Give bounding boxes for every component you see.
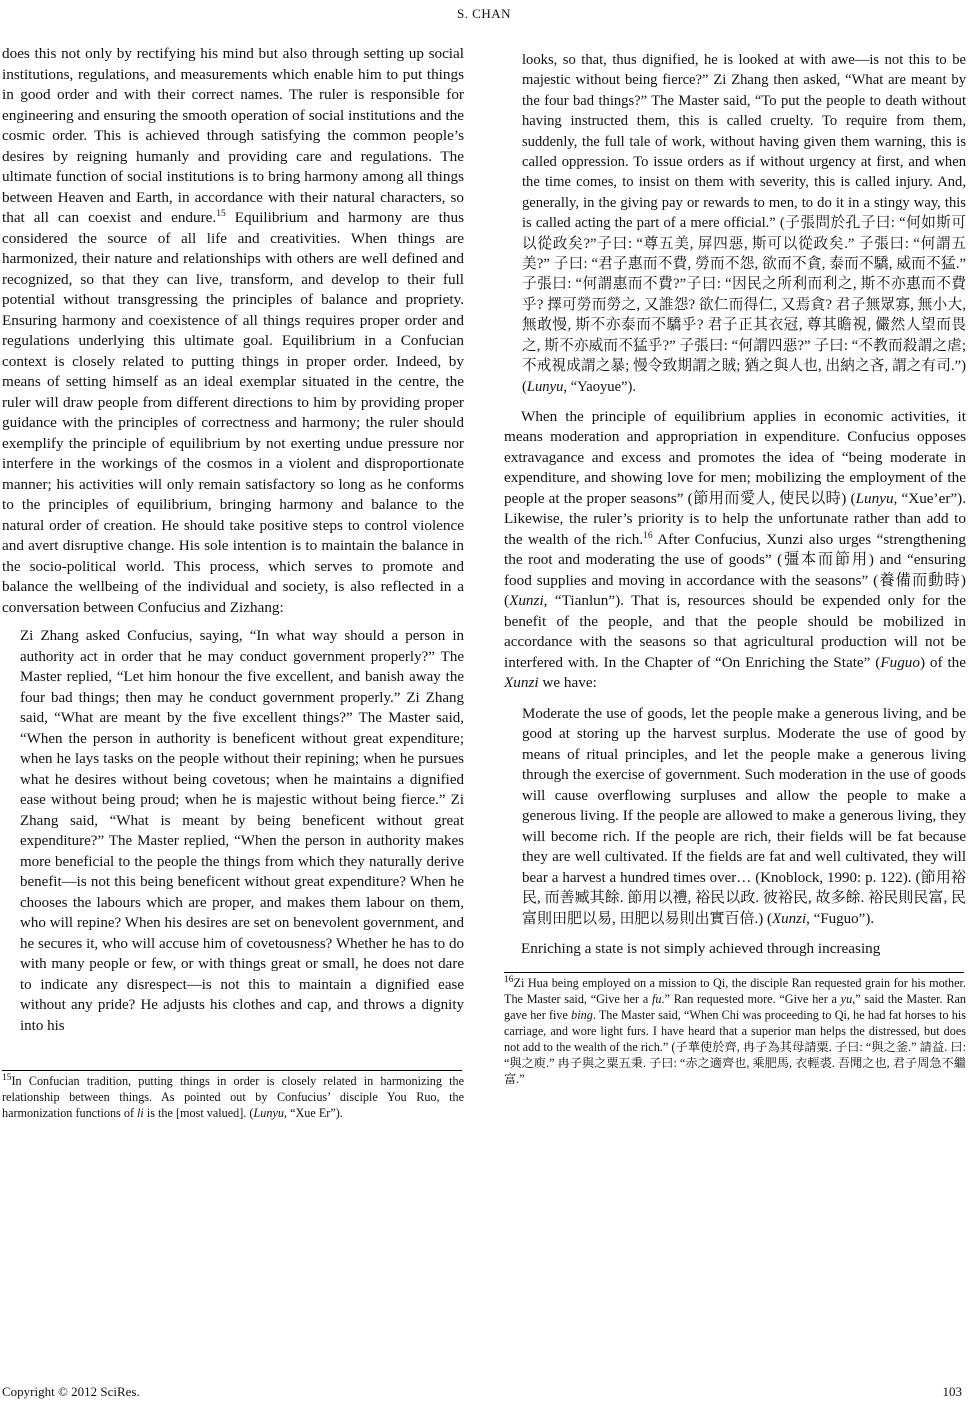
footnote-rule bbox=[504, 972, 964, 973]
copyright-footer: Copyright © 2012 SciRes. bbox=[2, 1384, 140, 1399]
footnote-15: $^{15}$In Confucian tradition, putting things in order is closely related in harmonizing the relationship between things. As pointed out by Confucius’ disciple You Ruo, the harmonization functions of li is the [most valued]. (Lunyu, “Xue Er”). bbox=[2, 1072, 464, 1120]
page-number: 103 bbox=[942, 1384, 962, 1399]
footnote-ref-15[interactable]: 15 bbox=[216, 208, 226, 219]
block-quote-2: Moderate the use of goods, let the people make a generous living, and be good at storing up the harvest surplus. Moderate the use of good by means of ritual principles, and let the people make a generous living through the exercise of government. Such moderation in the use of goods will cause overflowing surpluses and allow the people to make a generous living. If the people are allowed to make a generous living, they will become rich. If the people are rich, their fields will be fat because they are well cultivated. If the fields are fat and well cultivated, they will bear a harvest a hundred times over… (Knoblock, 1990: p. 122). (節用裕民, 而善臧其餘. 節用以禮, 裕民以政. 彼裕民, 故多餘. 裕民則民富, 民富則田肥以易, 田肥以易則出實百倍.) (Xunzi, “Fuguo”). bbox=[522, 705, 966, 927]
block-quote-continued: looks, so that, thus dignified, he is looked at with awe—is not this to be majestic without being fierce?” Zi Zhang then asked, “What are meant by the four bad things?” The Master said, “To put the people to death without having instructed them, this is called cruelty. To require from them, suddenly, the full tale of work, without having given them warning, this is called oppression. To issue orders as if without urgency at first, and when the time comes, to insist on them with severity, this is called injury. And, generally, in the giving pay or rewards to men, to do it in a stingy way, this is called acting the part of a mere official.” (子張問於孔子曰: “何如斯可以從政矣?”子曰: “尊五美, 屏四惡, 斯可以從政矣.” 子張曰: “何謂五美?” 子曰: “君子惠而不費, 勞而不怨, 欲而不貪, 泰而不驕, 威而不猛.” 子張曰: “何謂惠而不費?”子曰: “因民之所利而利之, 斯不亦惠而不費乎? 擇可勞而勞之, 又誰怨? 欲仁而得仁, 又焉貪? 君子無眾寡, 無小大, 無敢慢, 斯不亦泰而不驕乎? 君子正其衣冠, 尊其瞻視, 儼然人望而畏之, 斯不亦威而不猛乎?” 子張曰: “何謂四惡?” 子曰: “不教而殺謂之虐; 不戒視成謂之暴; 慢令致期謂之賊; 猶之與人也, 出納之吝, 謂之有司.”) (Lunyu, “Yaoyue”). bbox=[522, 52, 966, 395]
block-quote: Zi Zhang asked Confucius, saying, “In what way should a person in authority act in order that he may conduct government properly?” The Master replied, “Let him honour the five excellent, and banish away the four bad things; then may he conduct government properly.” Zi Zhang said, “What are meant by the five excellent things?” The Master said, “When the person in authority is beneficent without great expenditure; when he lays tasks on the people without their repining; when he pursues what he desires without being covetous; when he maintains a dignified ease without being proud; when he is majestic without being fierce.” Zi Zhang said, “What is meant by being beneficent without great expenditure?” The Master replied, “When the person in authority makes more beneficial to the people the things from which they naturally derive benefit—is not this being beneficent without great expenditure? When he chooses the labours which are proper, and makes them labour on them, who will repine? When his desires are set on benevolent government, and he secures it, who will accuse him of covetousness? Whether he has to do with many people or few, or with things great or small, he does not dare to indicate any disrespect—is not this to maintain a dignified ease without any pride? He adjusts his clothes and cap, and throws a dignity into his bbox=[20, 628, 464, 1034]
footnote-16: $^{16}$Zi Hua being employed on a mission to Qi, the disciple Ran requested grain for his mother. The Master said, “Give her a fu.” Ran requested more. “Give her a yu,” said the Master. Ran gave her five bing. The Master said, “When Chi was proceeding to Qi, he had fat horses to his carriage, and wore light furs. I have heard that a superior man helps the distressed, but does not add to the wealth of the rich.” (子華使於齊, 冉子為其母請粟. 子曰: “與之釜.” 請益. 曰: “與之庾.” 冉子與之粟五秉. 子曰: “赤之適齊也, 乘肥馬, 衣輕裘. 吾聞之也, 君子周急不繼富.” bbox=[504, 974, 966, 1086]
body-paragraph: Enriching a state is not simply achieved through increasing bbox=[521, 940, 881, 958]
footnote-rule bbox=[2, 1070, 462, 1071]
footnote-ref-16[interactable]: 16 bbox=[643, 530, 653, 541]
body-paragraph: When the principle of equilibrium applies in economic activities, it means moderation and appropriation in expenditure. Confucius opposes extravagance and excess and promotes the idea of “being moderate in expenditure, and showing love for men; mobilizing the employment of the people at the proper seasons” (節用而愛人, 使民以時) (Lunyu, “Xue’er”). Likewise, the ruler’s priority is to help the unfortunate rather than add to the wealth of the rich.$^{16}$ After Confucius, Xunzi also urges “strengthening the root and moderating the use of goods” (彊本而節用) and “ensuring food supplies and moving in accordance with the seasons” (養備而動時) (Xunzi, “Tianlun”). That is, resources should be expended only for the benefit of the people, and that the people should be mobilized in accordance with the seasons so that agricultural production will not be interfered with. In the Chapter of “On Enriching the State” (Fuguo) of the Xunzi we have: bbox=[504, 407, 967, 692]
right-column bbox=[504, 50, 966, 1087]
left-column bbox=[2, 44, 464, 1121]
body-paragraph: does this not only by rectifying his mind but also through setting up social institutions, regulations, and measurements which enable him to put things in good order and with their correct names. The ruler is responsible for engineering and ensuring the smooth operation of social institutions and the cosmic order. This is achieved through satisfying the common people’s desires by reigning humanly and providing care and regulations. The ultimate function of social institutions is to bring harmony among all things between Heaven and Earth, in accordance with their natural characters, so that all can coexist and endure.$^{15}$ Equilibrium and harmony are thus considered the source of all life and creativities. When things are harmonized, their nature and relationships with others are well defined and recognized, so that they can live, transform, and develop to their full potential without transgressing the principles of balance and propriety. Ensuring harmony and coexistence of all things requires proper order and regulations underlying this ultimate goal. Equilibrium in a Confucian context is closely related to putting things in proper order. Indeed, by means of setting himself as an ideal exemplar situated in the centre, the ruler will draw people from different directions to him by providing proper guidance with the principles of correctness and harmony; the ruler should exemplify the principle of equilibrium by not exerting undue pressure nor interfere in the workings of the cosmos in a violent and disproportionate manner; his activities will only remain satisfactory so long as he conforms to the principles of equilibrium, bringing harmony and balance to the natural order of creation. He should take positive steps to control violence and avert disruptive change. His sole intention is to maintain the balance in the socio-political world. This process, which serves to promote and balance the wellbeing of the individual and society, is also reflected in a conversation between Confucius and Zizhang: bbox=[2, 45, 464, 616]
running-head: S. CHAN bbox=[456, 6, 512, 21]
